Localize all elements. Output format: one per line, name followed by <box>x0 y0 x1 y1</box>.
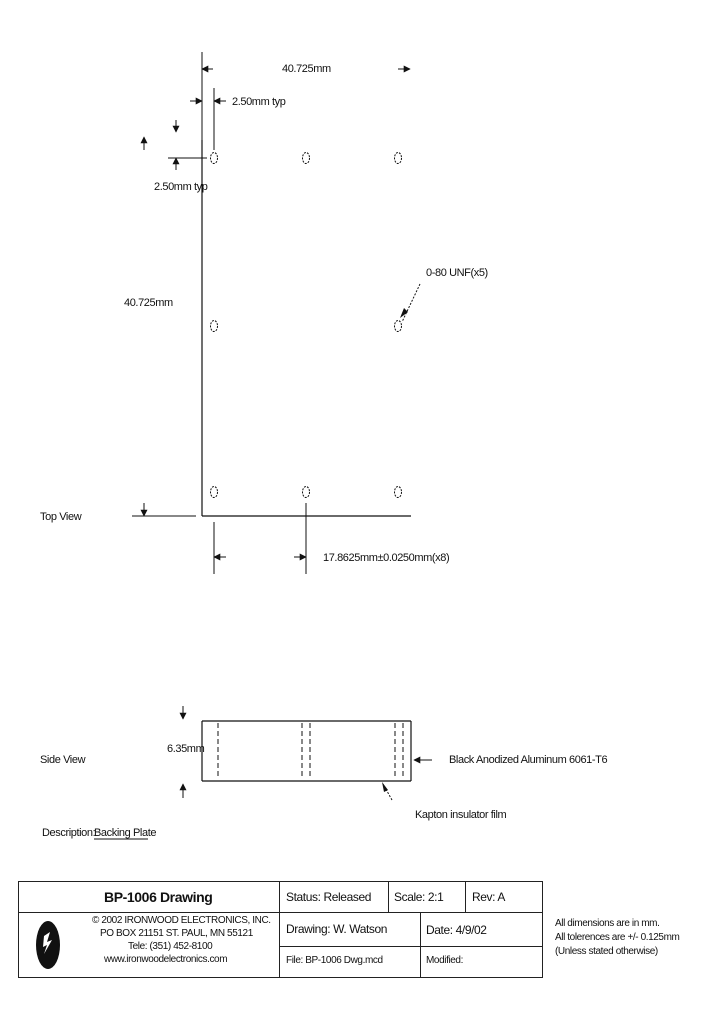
hole-callout-label: 0-80 UNF(x5) <box>426 267 488 279</box>
description-value: Backing Plate <box>94 827 157 839</box>
hole <box>211 321 218 332</box>
company-website: www.ironwoodelectronics.com <box>104 954 228 965</box>
note-dimensions: All dimensions are in mm. <box>555 918 660 929</box>
top-view-label: Top View <box>40 511 82 523</box>
edge-offset-y-label: 2.50mm typ <box>154 181 208 193</box>
modified-text: Modified: <box>426 955 463 966</box>
note-unless: (Unless stated otherwise) <box>555 946 658 957</box>
drawing-by-text: Drawing: W. Watson <box>286 922 388 936</box>
leader-line <box>402 284 420 322</box>
hole <box>395 153 402 164</box>
top-view <box>40 52 488 574</box>
edge-offset-x-label: 2.50mm typ <box>232 96 286 108</box>
hole <box>303 487 310 498</box>
width-dimension-label: 40.725mm <box>282 63 331 75</box>
scale-text: Scale: 2:1 <box>394 890 444 904</box>
height-dimension-label: 40.725mm <box>124 297 173 309</box>
thickness-dimension-label: 6.35mm <box>167 743 205 755</box>
hole <box>303 153 310 164</box>
side-view <box>40 706 607 821</box>
hole <box>211 487 218 498</box>
rev-text: Rev: A <box>472 890 505 904</box>
company-logo-icon <box>34 918 62 972</box>
status-text: Status: Released <box>286 890 371 904</box>
company-name: © 2002 IRONWOOD ELECTRONICS, INC. <box>92 915 271 926</box>
hole <box>211 153 218 164</box>
material-callout-label: Black Anodized Aluminum 6061-T6 <box>449 754 608 766</box>
drawing-title: BP-1006 Drawing <box>104 889 213 905</box>
insulator-callout-label: Kapton insulator film <box>415 809 507 821</box>
file-text: File: BP-1006 Dwg.mcd <box>286 955 383 966</box>
description-label: Description: <box>42 827 96 839</box>
threaded-hole <box>395 321 402 332</box>
hole <box>395 487 402 498</box>
date-text: Date: 4/9/02 <box>426 923 487 937</box>
spacing-dimension-label: 17.8625mm±0.0250mm(x8) <box>323 552 450 564</box>
company-phone: Tele: (351) 452-8100 <box>128 941 213 952</box>
note-tolerances: All tolerences are +/- 0.125mm <box>555 932 680 943</box>
side-view-label: Side View <box>40 754 86 766</box>
company-address: PO BOX 21151 ST. PAUL, MN 55121 <box>100 928 253 939</box>
